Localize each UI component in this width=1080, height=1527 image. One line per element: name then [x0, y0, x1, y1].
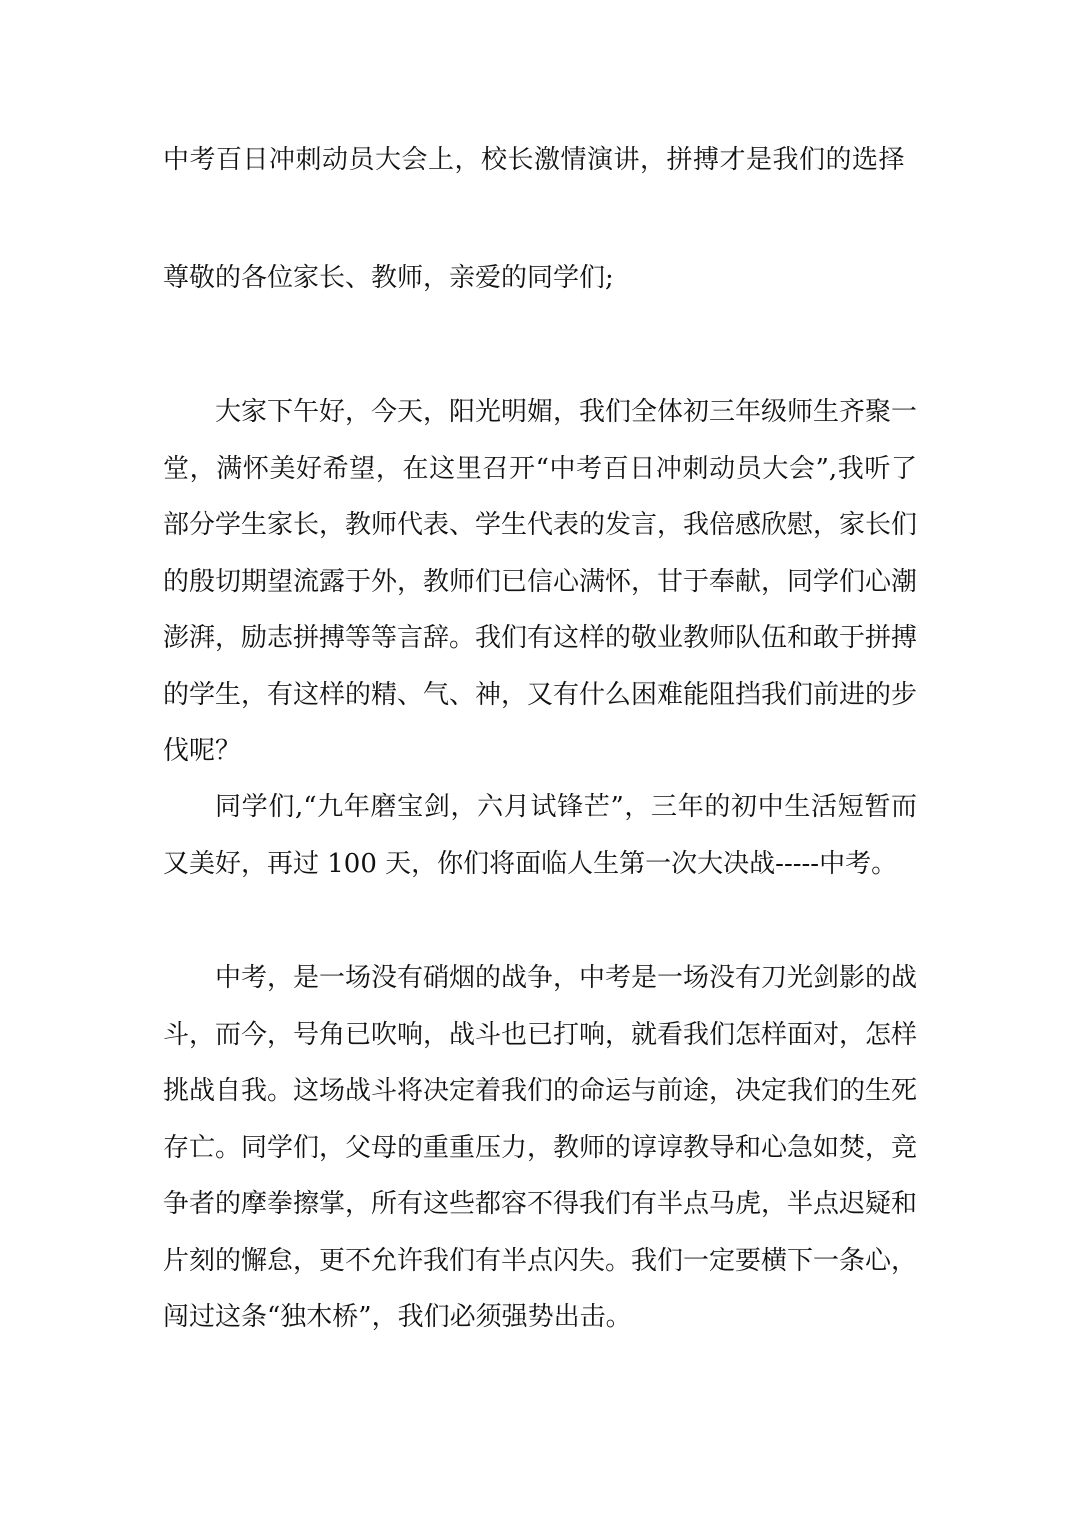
paragraph-3: 中考，是一场没有硝烟的战争，中考是一场没有刀光剑影的战斗，而今，号角已吹响，战斗也已打响，就看我们怎样面对，怎样挑战自我。这场战斗将决定着我们的命运与前途，决定我们的生死存亡。同学们，父母的重重压力，教师的谆谆教导和心急如焚，竞争者的摩拳擦掌，所有这些都容不得我们有半点马虎，半点迟疑和片刻的懈怠，更不允许我们有半点闪失。我们一定要横下一条心，闯过这条“独木桥”，我们必须强势出击。	[163, 963, 918, 1332]
document-title: 中考百日冲刺动员大会上，校长激情演讲，拼搏才是我们的选择	[163, 145, 906, 175]
paragraph-2: 同学们,“九年磨宝剑，六月试锋芒”，三年的初中生活短暂而又美好，再过 100 天，你们将面临人生第一次大决战-----中考。	[163, 792, 917, 879]
salutation: 尊敬的各位家长、教师，亲爱的同学们;	[163, 263, 614, 293]
paragraph-1: 大家下午好，今天，阳光明媚，我们全体初三年级师生齐聚一堂，满怀美好希望，在这里召开“中考百日冲刺动员大会”,我听了部分学生家长，教师代表、学生代表的发言，我倍感欣慰，家长们的殷切期望流露于外，教师们已信心满怀，甘于奉献，同学们心潮澎湃，励志拼搏等等言辞。我们有这样的敬业教师队伍和敢于拼搏的学生，有这样的精、气、神，又有什么困难能阻挡我们前进的步伐呢？	[163, 397, 918, 766]
